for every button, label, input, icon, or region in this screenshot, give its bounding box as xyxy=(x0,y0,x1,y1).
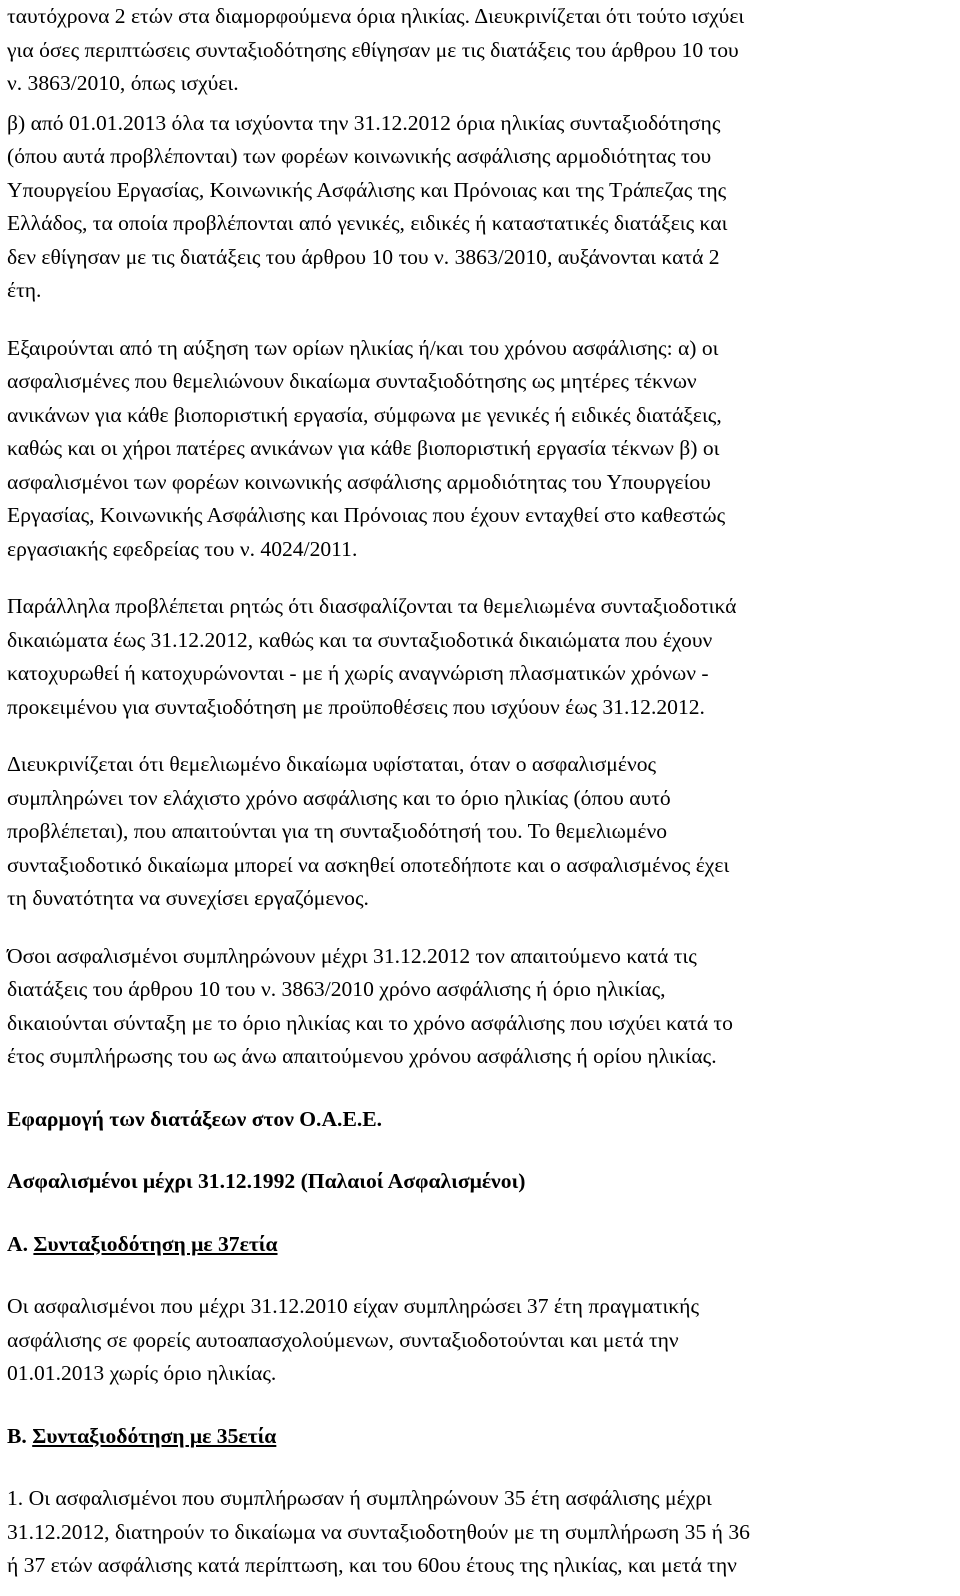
text-line: ασφαλισμένες που θεμελιώνουν δικαίωμα συνταξιοδότησης ως μητέρες τέκνων xyxy=(7,369,697,393)
text-line: 31.12.2012, διατηρούν το δικαίωμα να συνταξιοδοτηθούν με τη συμπλήρωση 35 ή 36 xyxy=(7,1519,750,1544)
text-line: δικαιώματα έως 31.12.2012, καθώς και τα συνταξιοδοτικά δικαιώματα που έχουν xyxy=(7,627,713,652)
text-line: προκειμένου για συνταξιοδότηση με προϋποθέσεις που ισχύουν έως 31.12.2012. xyxy=(7,694,705,719)
subsection-letter: Α. xyxy=(7,1231,34,1256)
text-line: δικαιούνται σύνταξη με το όριο ηλικίας και το χρόνο ασφάλισης που ισχύει κατά το xyxy=(7,1010,733,1035)
text-line: για όσες περιπτώσεις συνταξιοδότησης εθίγησαν με τις διατάξεις του άρθρου 10 του xyxy=(7,37,739,62)
paragraph xyxy=(7,1482,955,1583)
subsection-heading-a xyxy=(7,1228,955,1262)
text-line: συνταξιοδοτικό δικαίωμα μπορεί να ασκηθεί οποτεδήποτε και ο ασφαλισμένος έχει xyxy=(7,852,730,877)
text-line: ν. 3863/2010, όπως ισχύει. xyxy=(7,71,239,95)
text-line: εργασιακής εφεδρείας του ν. 4024/2011. xyxy=(7,536,358,561)
text-line: Όσοι ασφαλισμένοι συμπληρώνουν μέχρι 31.12.2012 τον απαιτούμενο κατά τις xyxy=(7,943,697,968)
subsection-letter: Β. xyxy=(7,1423,33,1448)
paragraph xyxy=(7,590,955,724)
text-line: Υπουργείου Εργασίας, Κοινωνικής Ασφάλισης και Πρόνοιας και της Τράπεζας της xyxy=(7,177,727,202)
text-line: Εξαιρούνται από τη αύξηση των ορίων ηλικίας ή/και του χρόνου ασφάλισης: α) οι xyxy=(7,335,719,360)
text-line: ασφάλισης σε φορείς αυτοαπασχολούμενων, συνταξιοδοτούνται και μετά την xyxy=(7,1327,679,1352)
paragraph xyxy=(7,1290,955,1391)
text-line: 1. Οι ασφαλισμένοι που συμπλήρωσαν ή συμπληρώνουν 35 έτη ασφάλισης μέχρι xyxy=(7,1486,712,1510)
text-line: β) από 01.01.2013 όλα τα ισχύοντα την 31.12.2012 όρια ηλικίας συνταξιοδότησης xyxy=(7,110,721,135)
text-line: έτος συμπλήρωσης του ως άνω απαιτούμενου χρόνου ασφάλισης ή ορίου ηλικίας. xyxy=(7,1044,717,1068)
section-heading: Εφαρμογή των διατάξεων στον Ο.Α.Ε.Ε. xyxy=(7,1106,383,1131)
text-line: 01.01.2013 χωρίς όριο ηλικίας. xyxy=(7,1361,277,1385)
paragraph xyxy=(7,332,955,567)
text-line: Εργασίας, Κοινωνικής Ασφάλισης και Πρόνοιας που έχουν ενταχθεί στο καθεστώς xyxy=(7,503,726,527)
text-line: Διευκρινίζεται ότι θεμελιωμένο δικαίωμα υφίσταται, όταν ο ασφαλισμένος xyxy=(7,752,657,776)
text-line: συμπληρώνει τον ελάχιστο χρόνο ασφάλισης και το όριο ηλικίας (όπου αυτό xyxy=(7,785,671,810)
section-heading: Ασφαλισμένοι μέχρι 31.12.1992 (Παλαιοί Ασφαλισμένοι) xyxy=(7,1169,526,1193)
text-line: ανικάνων για κάθε βιοποριστική εργασία, σύμφωνα με γενικές ή ειδικές διατάξεις, xyxy=(7,402,722,427)
paragraph xyxy=(7,940,955,1074)
text-line: έτη. xyxy=(7,278,42,302)
text-line: δεν εθίγησαν με τις διατάξεις του άρθρου 10 του ν. 3863/2010, αυξάνονται κατά 2 xyxy=(7,244,720,269)
text-line: τη δυνατότητα να συνεχίσει εργαζόμενος. xyxy=(7,886,369,910)
paragraph xyxy=(7,0,955,101)
subsection-title: Συνταξιοδότηση με 37ετία xyxy=(33,1231,278,1256)
text-line: καθώς και οι χήροι πατέρες ανικάνων για κάθε βιοποριστική εργασία τέκνων β) οι xyxy=(7,436,720,460)
text-line: (όπου αυτά προβλέπονται) των φορέων κοινωνικής ασφάλισης αρμοδιότητας του xyxy=(7,144,712,168)
paragraph xyxy=(7,748,955,916)
text-line: κατοχυρωθεί ή κατοχυρώνονται - με ή χωρίς αναγνώριση πλασματικών χρόνων - xyxy=(7,661,709,685)
subsection-title: Συνταξιοδότηση με 35ετία xyxy=(32,1423,277,1448)
text-line: ή 37 ετών ασφάλισης κατά περίπτωση, και του 60ου έτους της ηλικίας, και μετά την xyxy=(7,1553,737,1577)
text-line: προβλέπεται), που απαιτούνται για τη συνταξιοδότησή του. Το θεμελιωμένο xyxy=(7,819,668,843)
text-line: Οι ασφαλισμένοι που μέχρι 31.12.2010 είχαν συμπληρώσει 37 έτη πραγματικής xyxy=(7,1294,699,1318)
text-line: διατάξεις του άρθρου 10 του ν. 3863/2010 χρόνο ασφάλισης ή όριο ηλικίας, xyxy=(7,977,666,1001)
document-page xyxy=(7,0,955,1583)
text-line: Παράλληλα προβλέπεται ρητώς ότι διασφαλίζονται τα θεμελιωμένα συνταξιοδοτικά xyxy=(7,594,737,618)
text-line: Ελλάδος, τα οποία προβλέπονται από γενικές, ειδικές ή καταστατικές διατάξεις και xyxy=(7,211,728,235)
text-line: ταυτόχρονα 2 ετών στα διαμορφούμενα όρια ηλικίας. Διευκρινίζεται ότι τούτο ισχύει xyxy=(7,4,745,28)
text-line: ασφαλισμένοι των φορέων κοινωνικής ασφάλισης αρμοδιότητας του Υπουργείου xyxy=(7,469,711,494)
paragraph xyxy=(7,107,955,308)
subsection-heading-b xyxy=(7,1420,955,1454)
